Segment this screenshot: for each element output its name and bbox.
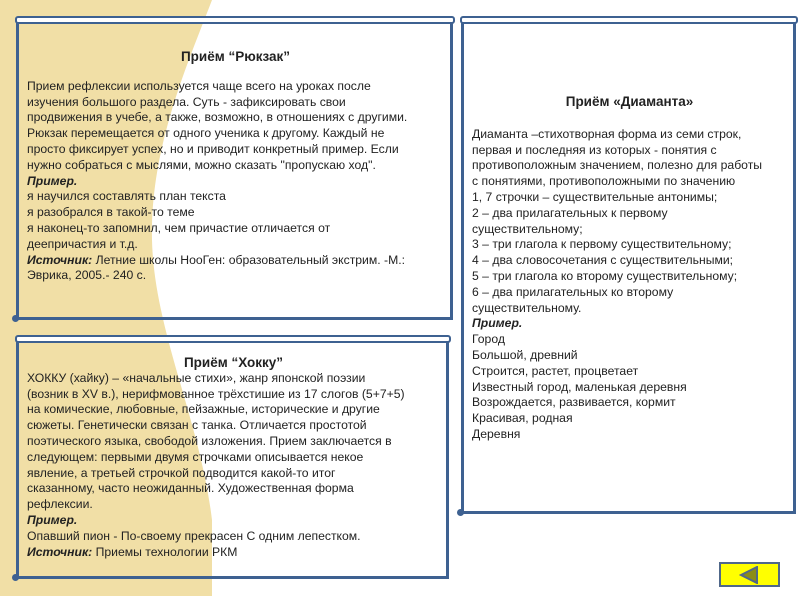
diamanta-example-line: Город bbox=[472, 332, 505, 347]
hokku-source-text: Приемы технологии РКМ bbox=[92, 544, 238, 559]
diamanta-line: Диаманта –стихотворная форма из семи строк, bbox=[472, 126, 742, 141]
ruksak-source bbox=[27, 253, 444, 269]
diamanta-example-line: Известный город, маленькая деревня bbox=[472, 379, 687, 394]
hokku-line: сюжеты. Генетически связан с танка. Отличается простотой bbox=[27, 418, 367, 433]
hokku-line: ХОККУ (хайку) – «начальные стихи», жанр японской поэзии bbox=[27, 370, 366, 385]
ruksak-source-label: Источник: bbox=[27, 252, 93, 267]
ruksak-card bbox=[16, 22, 453, 320]
diamanta-line: первая и последняя из которых - понятия с bbox=[472, 142, 717, 157]
ruksak-line: просто фиксирует успех, но и приводит конкретный пример. Если bbox=[27, 141, 399, 156]
triangle-left-icon bbox=[739, 566, 761, 584]
hokku-line: следующем: первыми двумя строчками описывается некое bbox=[27, 449, 364, 464]
diamanta-title: Приём «Диаманта» bbox=[565, 94, 694, 109]
diamanta-example-line: Возрождается, развивается, кормит bbox=[472, 395, 676, 410]
diamanta-example-line: Деревня bbox=[472, 426, 521, 441]
diamanta-line: 6 – два прилагательных ко второму bbox=[472, 284, 674, 299]
diamanta-line: существительному; bbox=[472, 221, 583, 236]
ruksak-example-label: Пример. bbox=[27, 173, 78, 188]
diamanta-line: 4 – два словосочетания с существительными; bbox=[472, 253, 734, 268]
hokku-title: Приём “Хокку” bbox=[183, 355, 284, 370]
ruksak-line: Рюкзак перемещается от одного ученика к другому. Каждый не bbox=[27, 126, 385, 141]
hokku-example-label: Пример. bbox=[27, 512, 78, 527]
hokku-line: поэтического языка, свободой изложения. Прием заключается в bbox=[27, 433, 392, 448]
hokku-line: (возник в XV в.), нерифмованное трёхстишие из 17 слогов (5+7+5) bbox=[27, 386, 405, 401]
ruksak-title: Приём “Рюкзак” bbox=[180, 49, 291, 64]
ruksak-line: нужно собраться с мыслями, можно сказать "пропускаю ход". bbox=[27, 157, 376, 172]
ruksak-example-line: я научился составлять план текста bbox=[27, 189, 226, 204]
hokku-card bbox=[16, 341, 449, 579]
hokku-line: сказанному, часто неожиданный. Художественная форма bbox=[27, 481, 354, 496]
hokku-source bbox=[27, 545, 440, 561]
diamanta-example-line: Красивая, родная bbox=[472, 411, 573, 426]
ruksak-line: продвижения в учебе, а также, возможно, в отношениях с другими. bbox=[27, 110, 408, 125]
diamanta-line: 3 – три глагола к первому существительному; bbox=[472, 237, 732, 252]
hokku-line: рефлексии. bbox=[27, 497, 93, 512]
diamanta-line: противоположным значением, полезно для работы bbox=[472, 158, 763, 173]
hokku-example-text: Опавший пион - По-своему прекрасен С одним лепестком. bbox=[27, 528, 361, 543]
ruksak-source-text-2: Эврика, 2005.- 240 с. bbox=[27, 268, 147, 283]
back-button[interactable] bbox=[719, 562, 780, 587]
ruksak-line: Прием рефлексии используется чаще всего на уроках после bbox=[27, 78, 371, 93]
ruksak-example-line: я наконец-то запомнил, чем причастие отличается от bbox=[27, 220, 331, 235]
diamanta-line: существительному. bbox=[472, 300, 582, 315]
diamanta-line: 5 – три глагола ко второму существительному; bbox=[472, 268, 738, 283]
ruksak-line: изучения большого раздела. Суть - зафиксировать свои bbox=[27, 94, 346, 109]
ruksak-example-line: деепричастия и т.д. bbox=[27, 236, 138, 251]
diamanta-example-label: Пример. bbox=[472, 316, 523, 331]
diamanta-card bbox=[461, 22, 796, 514]
diamanta-example-line: Строится, растет, процветает bbox=[472, 363, 639, 378]
hokku-line: явление, а третьей строчкой подводится какой-то итог bbox=[27, 465, 336, 480]
diamanta-line: 2 – два прилагательных к первому bbox=[472, 205, 668, 220]
diamanta-line: 1, 7 строчки – существительные антонимы; bbox=[472, 189, 718, 204]
ruksak-example-line: я разобрался в такой-то теме bbox=[27, 205, 195, 220]
diamanta-example-line: Большой, древний bbox=[472, 347, 578, 362]
ruksak-source-text: Летние школы НооГен: образовательный экстрим. -М.: bbox=[92, 252, 405, 267]
hokku-source-label: Источник: bbox=[27, 544, 93, 559]
diamanta-line: с понятиями, противоположными по значению bbox=[472, 174, 736, 189]
hokku-line: на комические, любовные, пейзажные, исторические и другие bbox=[27, 402, 380, 417]
